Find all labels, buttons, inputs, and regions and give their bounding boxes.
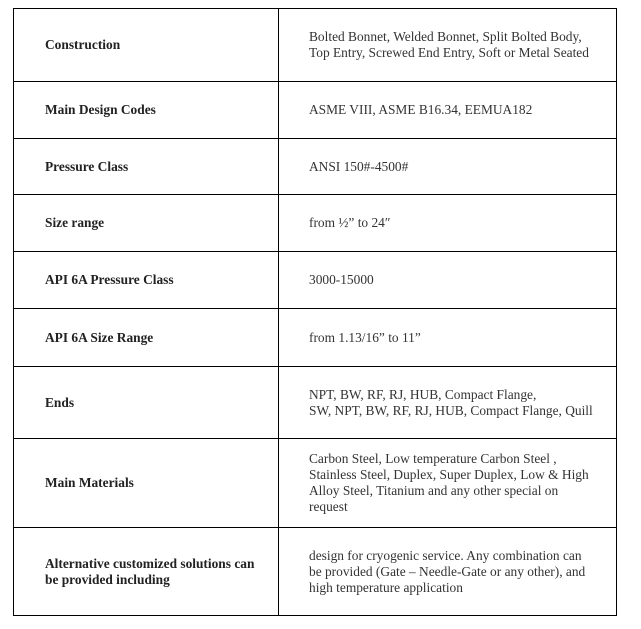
row-value: Carbon Steel, Low temperature Carbon Steel , Stainless Steel, Duplex, Super Duplex, Low & High Alloy Steel, Titanium and any other special on request [279, 439, 617, 528]
row-value: Bolted Bonnet, Welded Bonnet, Split Bolted Body, Top Entry, Screwed End Entry, Soft or Metal Seated [279, 9, 617, 82]
row-label: Main Materials [14, 439, 279, 528]
row-value: design for cryogenic service. Any combination can be provided (Gate – Needle-Gate or any other), and high temperature application [279, 528, 617, 616]
table-row [14, 9, 617, 82]
row-value: ASME VIII, ASME B16.34, EEMUA182 [279, 82, 617, 139]
table-row [14, 367, 617, 439]
row-value-line: SW, NPT, BW, RF, RJ, HUB, Compact Flange, Quill [309, 402, 593, 418]
row-label: Main Design Codes [14, 82, 279, 139]
row-label: Construction [14, 9, 279, 82]
row-label: Size range [14, 195, 279, 252]
table-row [14, 309, 617, 367]
row-label: API 6A Pressure Class [14, 252, 279, 309]
row-value-line: NPT, BW, RF, RJ, HUB, Compact Flange, [309, 386, 537, 402]
row-value: 3000-15000 [279, 252, 617, 309]
table-row [14, 439, 617, 528]
table-row [14, 139, 617, 195]
row-label: Alternative customized solutions can be provided including [14, 528, 279, 616]
table-row [14, 82, 617, 139]
table-row [14, 528, 617, 616]
row-value: from 1.13/16” to 11” [279, 309, 617, 367]
row-label: API 6A Size Range [14, 309, 279, 367]
row-label: Pressure Class [14, 139, 279, 195]
row-value [279, 367, 617, 439]
row-value: ANSI 150#-4500# [279, 139, 617, 195]
spec-table [13, 8, 617, 616]
row-value: from ½” to 24″ [279, 195, 617, 252]
row-label: Ends [14, 367, 279, 439]
table-row [14, 252, 617, 309]
table-row [14, 195, 617, 252]
